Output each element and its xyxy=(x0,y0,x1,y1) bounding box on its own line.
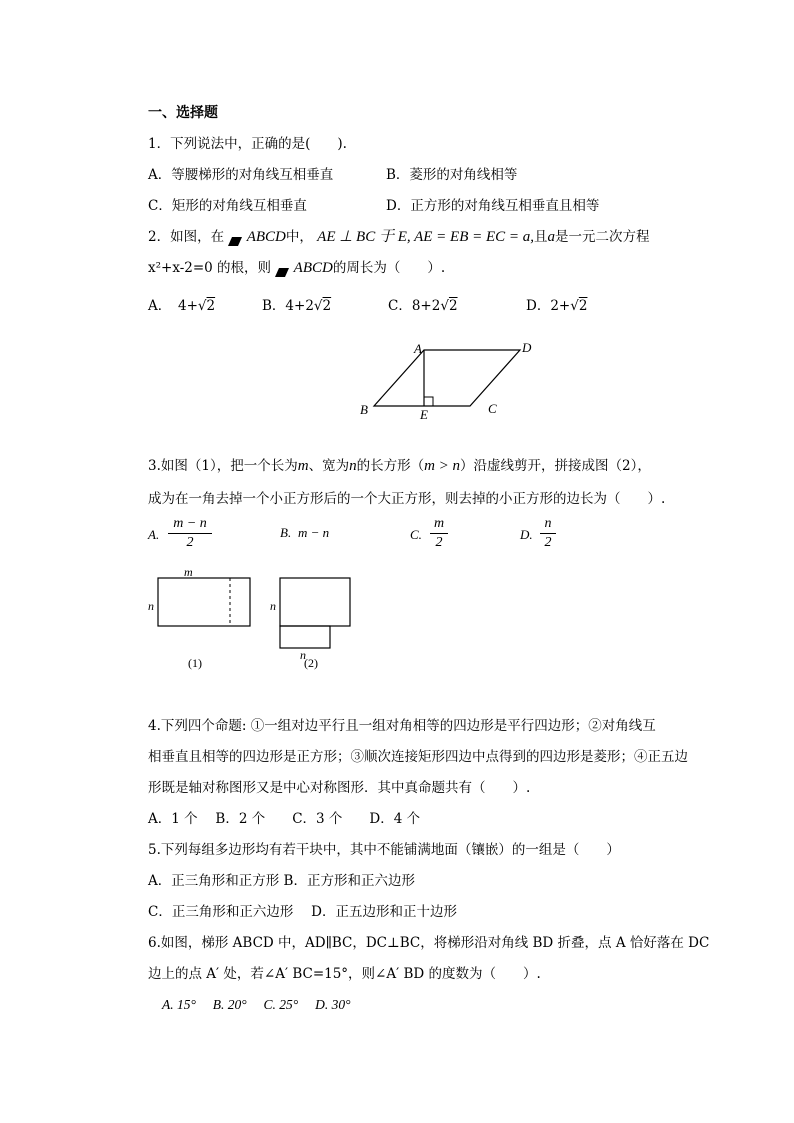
q2-parallelogram-figure xyxy=(350,336,550,424)
q2-line1 xyxy=(148,228,650,246)
q2-line1-suffix: 且 xyxy=(534,229,548,245)
fig2-label-n-bottom: n xyxy=(300,648,306,662)
q3-option-b-label: B. xyxy=(280,525,292,540)
q2-line1-prefix: 2．如图，在 xyxy=(148,229,225,245)
q2-condition: AE ⊥ BC 于 E, AE = EB = EC = a, xyxy=(317,229,535,245)
q2-line1-end: 是一元二次方程 xyxy=(555,229,650,245)
q1-stem: 1．下列说法中，正确的是( ). xyxy=(148,136,347,152)
q2-var-a: a xyxy=(547,229,556,245)
q3-line1: 3.如图（1），把一个长为m、宽为n的长方形（m > n）沿虚线剪开，拼接成图（2）， xyxy=(148,458,651,474)
q2-option-b: B．4+2√2 xyxy=(262,298,332,314)
q2-line2-prefix: x²+x-2=0 的根，则 xyxy=(148,260,272,276)
fig1-caption: (1) xyxy=(188,656,202,670)
q3-option-c-label: C. xyxy=(410,527,422,542)
q2-line2 xyxy=(148,259,445,277)
parallelogram-icon xyxy=(228,233,242,242)
right-angle-marker xyxy=(424,397,433,406)
q4-line1: 4.下列四个命题: ①一组对边平行且一组对角相等的四边形是平行四边形；②对角线互 xyxy=(148,718,656,734)
q3-rectangle-figures xyxy=(140,562,380,674)
sqrt-symbol: √2 xyxy=(440,298,458,314)
q1-option-d: D．正方形的对角线互相垂直且相等 xyxy=(386,198,600,214)
parallelogram-icon xyxy=(275,264,289,273)
q1-option-c: C．矩形的对角线互相垂直 xyxy=(148,198,307,214)
fig2-big-rectangle xyxy=(280,578,350,626)
q6-line1: 6.如图，梯形 ABCD 中，AD∥BC，DC⊥BC，将梯形沿对角线 BD 折叠，点 A 恰好落在 DC xyxy=(148,935,710,951)
q3-option-a-fraction: m − n 2 xyxy=(168,516,212,551)
q4-line2: 相垂直且相等的四边形是正方形；③顺次连接矩形四边中点得到的四边形是菱形；④正五边 xyxy=(148,749,688,765)
q2-option-d: D．2+√2 xyxy=(526,298,588,314)
q2-pg-name-1: ABCD xyxy=(246,229,286,245)
sqrt-symbol: √2 xyxy=(570,298,588,314)
q4-line3: 形既是轴对称图形又是中心对称图形．其中真命题共有（ ）. xyxy=(148,780,531,796)
q3-option-c-fraction: m 2 xyxy=(430,516,448,551)
fig2-small-rectangle xyxy=(280,626,330,648)
q3-option-d-label: D. xyxy=(520,527,533,542)
sqrt-symbol: √2 xyxy=(197,298,216,314)
q1-option-a: A．等腰梯形的对角线互相垂直 xyxy=(148,167,334,183)
fig2-caption: (2) xyxy=(304,656,318,670)
q2-option-c: C．8+2√2 xyxy=(388,298,458,314)
q2-line1-mid: 中， xyxy=(285,229,313,245)
q2-pg-name-2: ABCD xyxy=(293,260,333,276)
fig1-label-n: n xyxy=(148,599,154,613)
q6-line2: 边上的点 A′ 处，若∠A′ BC=15°，则∠A′ BD 的度数为（ ）. xyxy=(148,966,541,982)
q3-option-a-label: A. xyxy=(148,527,160,542)
parallelogram-shape xyxy=(374,350,520,406)
section-title: 一、选择题 xyxy=(148,105,218,121)
q3-line2: 成为在一角去掉一个小正方形后的一个大正方形，则去掉的小正方形的边长为（ ）. xyxy=(148,491,666,507)
fig2-label-n: n xyxy=(270,599,276,613)
q3-option-b-value: m − n xyxy=(298,525,330,540)
label-e: E xyxy=(420,407,428,422)
label-d: D xyxy=(522,340,532,355)
label-c: C xyxy=(488,401,497,416)
fig1-rectangle xyxy=(158,578,250,626)
fig1-label-m: m xyxy=(184,565,193,579)
q6-options: A. 15° B. 20° C. 25° D. 30° xyxy=(162,997,351,1012)
q1-option-b: B．菱形的对角线相等 xyxy=(386,167,518,183)
sqrt-symbol: √2 xyxy=(313,298,332,314)
label-a: A xyxy=(414,341,422,356)
q2-line2-suffix: 的周长为（ ）. xyxy=(332,260,446,276)
q3-option-d-fraction: n 2 xyxy=(540,516,556,551)
q4-options: A．1 个 B．2 个 C．3 个 D．4 个 xyxy=(148,811,421,827)
q5-options-ab: A．正三角形和正方形 B．正方形和正六边形 xyxy=(148,873,415,889)
q2-option-a: A． 4+√2 xyxy=(148,298,216,314)
q5-options-cd: C．正三角形和正六边形 D．正五边形和正十边形 xyxy=(148,904,457,920)
label-b: B xyxy=(360,402,368,417)
q5-stem: 5.下列每组多边形均有若干块中，其中不能铺满地面（镶嵌）的一组是（ ） xyxy=(148,842,620,858)
